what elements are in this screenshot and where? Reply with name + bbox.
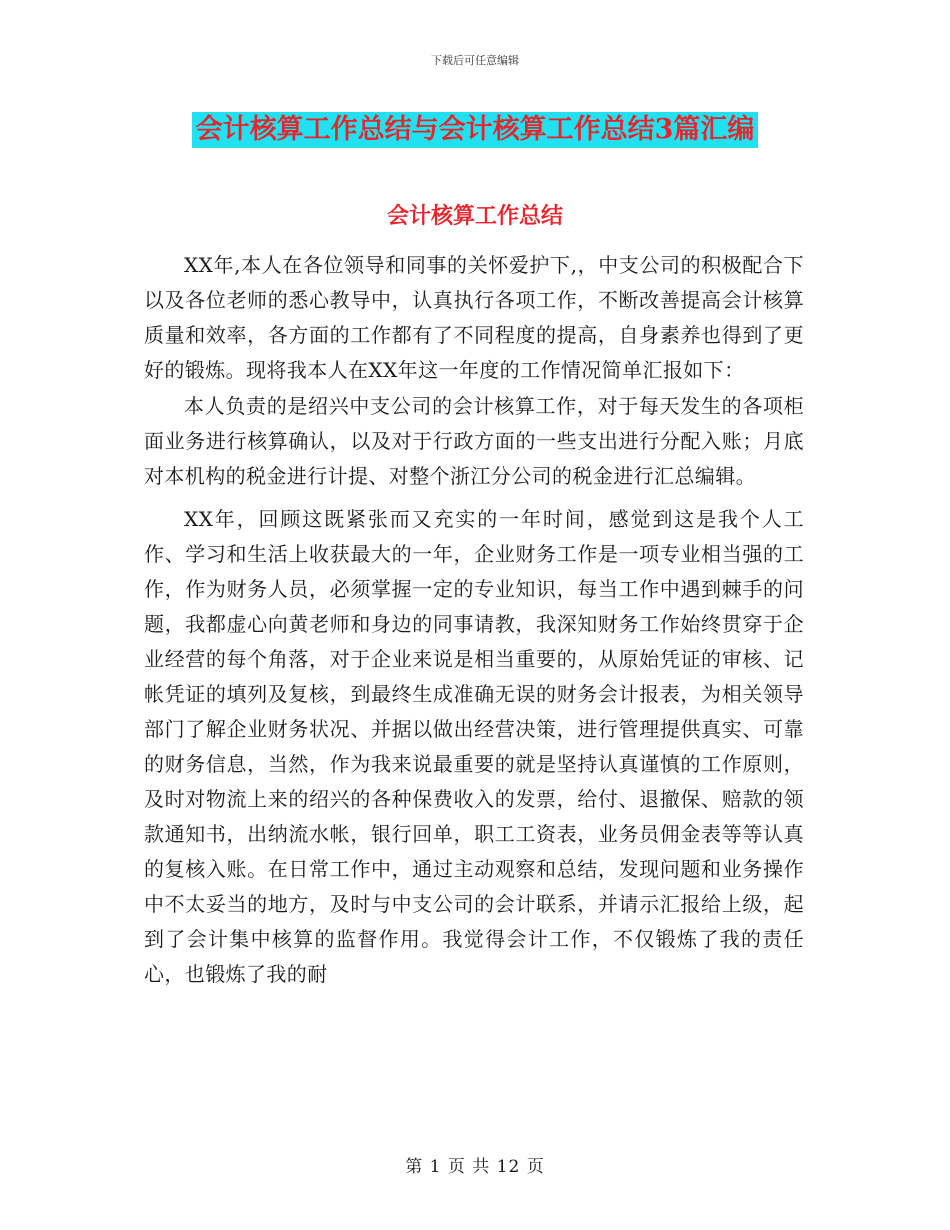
section-title: 会计核算工作总结 xyxy=(386,203,563,229)
document-title-container xyxy=(0,112,950,148)
body-paragraph: 本人负责的是绍兴中支公司的会计核算工作，对于每天发生的各项柜面业务进行核算确认，以及对于行政方面的一些支出进行分配入账；月底对本机构的税金进行计提、对整个浙江分公司的税金进行汇总编辑。 xyxy=(144,394,804,488)
page-header-note: 下载后可任意编辑 xyxy=(431,54,519,67)
body-paragraph: XX年,本人在各位领导和同事的关怀爱护下,，中支公司的积极配合下以及各位老师的悉心教导中，认真执行各项工作，不断改善提高会计核算质量和效率，各方面的工作都有了不同程度的提高，自身素养也得到了更好的锻炼。现将我本人在XX年这一年度的工作情况简单汇报如下： xyxy=(144,253,804,382)
body-paragraph: XX年，回顾这既紧张而又充实的一年时间，感觉到这是我个人工作、学习和生活上收获最大的一年，企业财务工作是一项专业相当强的工作，作为财务人员，必须掌握一定的专业知识，每当工作中遇到棘手的问题，我都虚心向黄老师和身边的同事请教，我深知财务工作始终贯穿于企业经营的每个角落，对于企业来说是相当重要的，从原始凭证的审核、记帐凭证的填列及复核，到最终生成准确无误的财务会计报表，为相关领导部门了解企业财务状况、并据以做出经营决策，进行管理提供真实、可靠的财务信息，当然，作为我来说最重要的就是坚持认真谨慎的工作原则，及时对物流上来的绍兴的各种保费收入的发票，给付、退撤保、赔款的领款通知书，出纳流水帐，银行回单，职工工资表，业务员佣金表等等认真的复核入账。在日常工作中，通过主动观察和总结，发现问题和业务操作中不太妥当的地方，及时与中支公司的会计联系，并请示汇报给上级，起到了会计集中核算的监督作用。我觉得会计工作，不仅锻炼了我的责任心，也锻炼了我的耐 xyxy=(144,507,804,986)
document-title: 会计核算工作总结与会计核算工作总结3篇汇编 xyxy=(192,112,759,148)
document-body xyxy=(144,248,804,993)
page-footer: 第 1 页 共 12 页 xyxy=(405,1157,545,1177)
